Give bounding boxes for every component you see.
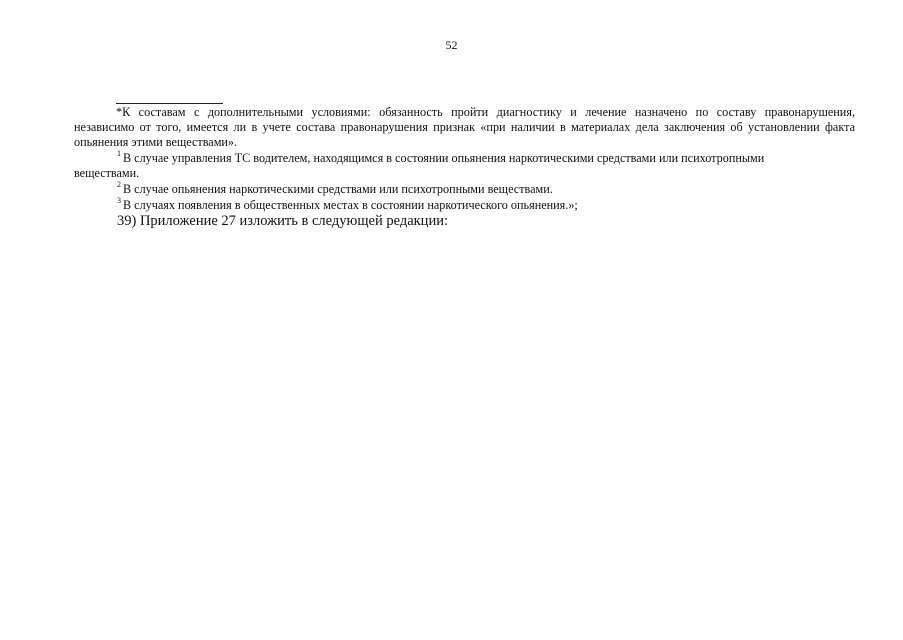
footnote-1-marker: 1 (117, 148, 121, 158)
footnote-2-marker: 2 (117, 179, 121, 189)
footnote-3-text: В случаях появления в общественных местах в состоянии наркотического опьянения.»; (123, 198, 578, 212)
footnote-2-text: В случае опьянения наркотическими средствами или психотропными веществами. (123, 182, 553, 196)
footnote-2 (74, 179, 855, 197)
footnote-3-marker: 3 (117, 195, 121, 205)
footnote-asterisk-line-3: опьянения этими веществами». (74, 135, 238, 149)
footnote-asterisk-line-1: *К составам с дополнительными условиями: обязанность пройти диагностику и лечение назначено по составу правонарушения, (116, 105, 855, 119)
footnote-1-text-line-1: В случае управления ТС водителем, находящимся в состоянии опьянения наркотическими средствами или психотропными (123, 151, 765, 165)
footnote-separator (116, 103, 223, 104)
footnote-1 (74, 148, 855, 166)
footnote-asterisk-line-2: независимо от того, имеется ли в учете состава правонарушения признак «при наличии в материалах дела заключения об установлении факта (74, 120, 855, 134)
footnote-3 (74, 195, 855, 213)
body-paragraph-item-39: 39) Приложение 27 изложить в следующей редакции: (117, 213, 448, 229)
page-number: 52 (445, 38, 458, 52)
footnote-1-line-2: веществами. (74, 166, 140, 180)
footnotes-block (74, 105, 855, 213)
